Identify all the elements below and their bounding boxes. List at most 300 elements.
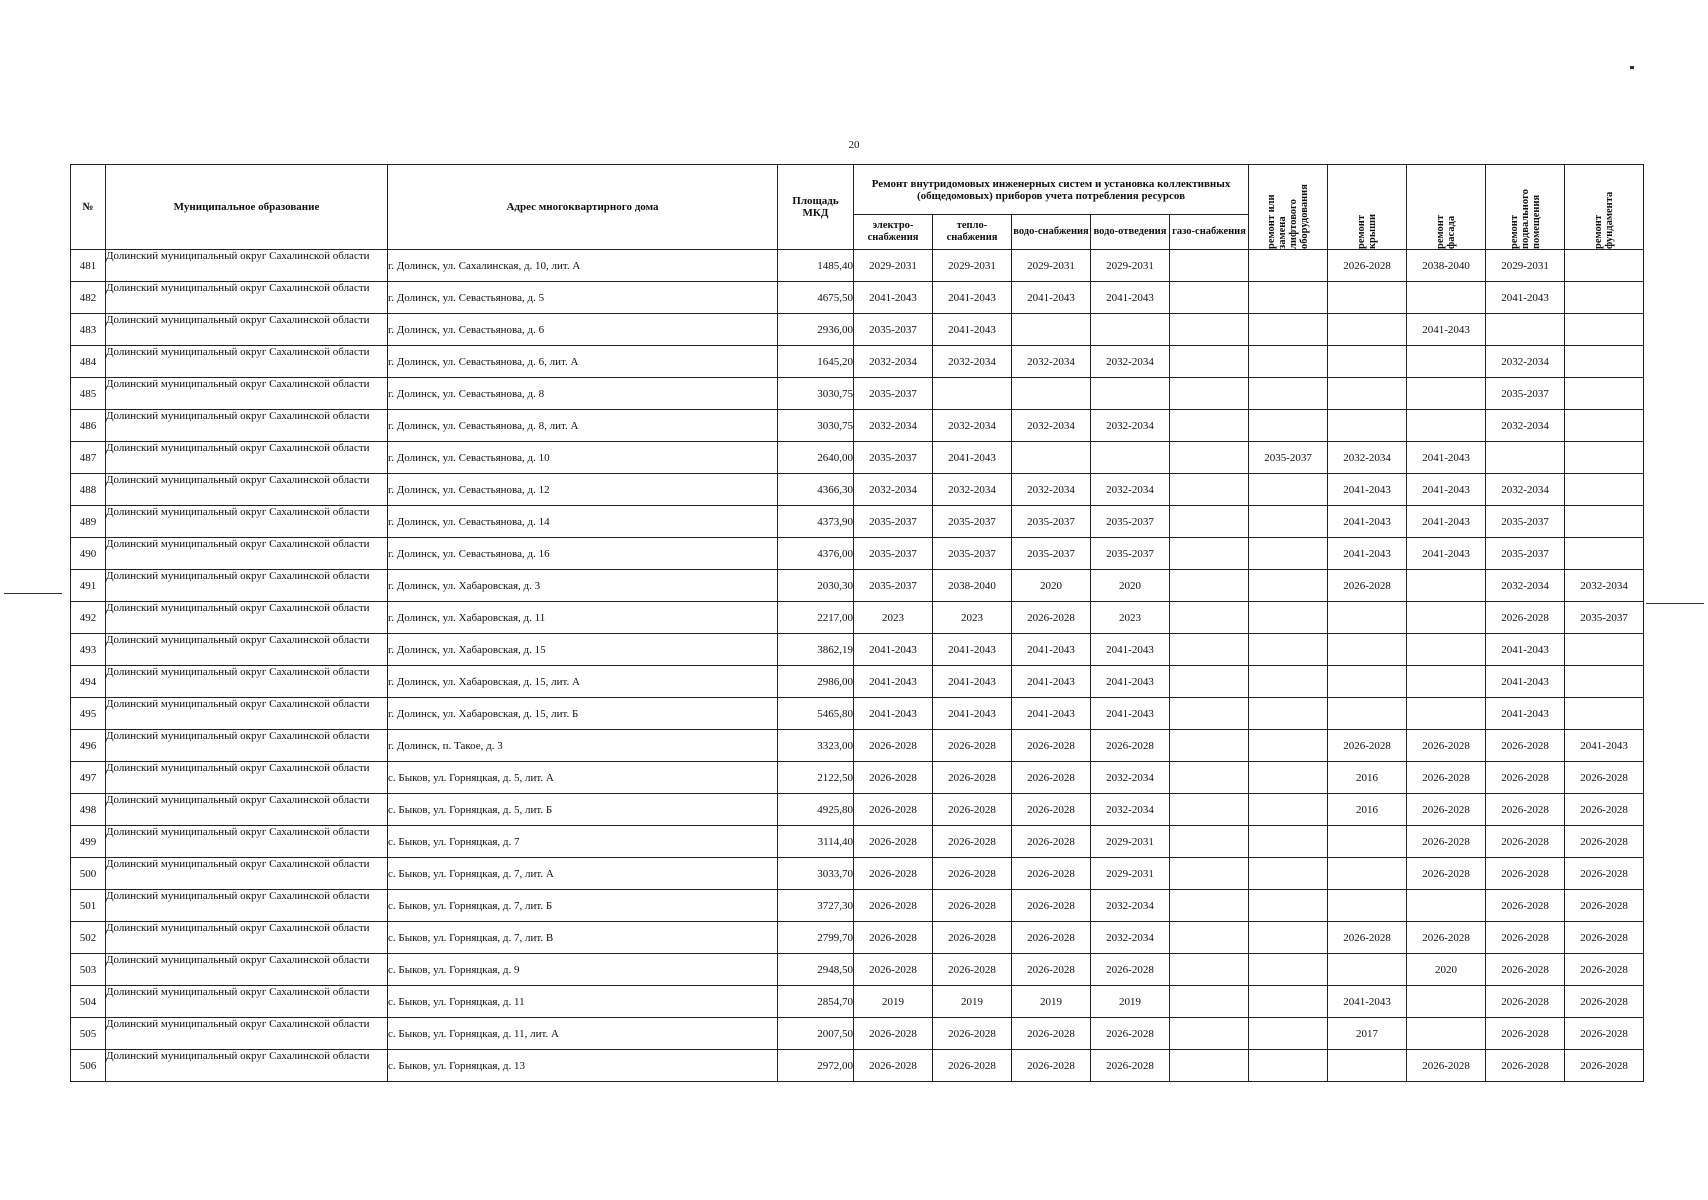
basement-cell: 2026-2028 — [1486, 1018, 1565, 1050]
municipality-cell: Долинский муниципальный округ Сахалинской области — [106, 986, 388, 1018]
row-number: 499 — [71, 826, 106, 858]
lift-cell — [1249, 474, 1328, 506]
basement-cell: 2026-2028 — [1486, 922, 1565, 954]
electro-cell: 2026-2028 — [854, 794, 933, 826]
basement-cell: 2032-2034 — [1486, 474, 1565, 506]
electro-cell: 2026-2028 — [854, 1018, 933, 1050]
basement-cell: 2026-2028 — [1486, 730, 1565, 762]
teplo-cell: 2035-2037 — [933, 538, 1012, 570]
scan-mark — [4, 593, 62, 594]
teplo-cell: 2026-2028 — [933, 762, 1012, 794]
foundation-cell: 2026-2028 — [1565, 1050, 1644, 1082]
municipality-cell: Долинский муниципальный округ Сахалинской области — [106, 602, 388, 634]
facade-cell — [1407, 634, 1486, 666]
vodo-supply-cell: 2026-2028 — [1012, 922, 1091, 954]
address-cell: с. Быков, ул. Горняцкая, д. 7, лит. Б — [388, 890, 778, 922]
vodo-supply-cell: 2020 — [1012, 570, 1091, 602]
roof-cell: 2026-2028 — [1328, 570, 1407, 602]
gas-cell — [1170, 858, 1249, 890]
municipality-cell: Долинский муниципальный округ Сахалинской области — [106, 698, 388, 730]
table-row — [71, 474, 1644, 506]
municipality-cell: Долинский муниципальный округ Сахалинской области — [106, 954, 388, 986]
vodo-supply-cell: 2035-2037 — [1012, 506, 1091, 538]
lift-cell — [1249, 698, 1328, 730]
vodo-supply-cell: 2029-2031 — [1012, 250, 1091, 282]
area-cell: 2640,00 — [778, 442, 854, 474]
foundation-cell — [1565, 378, 1644, 410]
roof-cell — [1328, 282, 1407, 314]
gas-cell — [1170, 538, 1249, 570]
lift-cell — [1249, 538, 1328, 570]
address-cell: с. Быков, ул. Горняцкая, д. 11 — [388, 986, 778, 1018]
vodo-drain-cell: 2026-2028 — [1091, 1050, 1170, 1082]
lift-cell — [1249, 602, 1328, 634]
scan-mark — [1646, 603, 1704, 604]
address-cell: с. Быков, ул. Горняцкая, д. 7, лит. А — [388, 858, 778, 890]
table-row — [71, 570, 1644, 602]
vodo-drain-cell: 2023 — [1091, 602, 1170, 634]
foundation-cell — [1565, 250, 1644, 282]
electro-cell: 2035-2037 — [854, 314, 933, 346]
vodo-drain-cell: 2026-2028 — [1091, 954, 1170, 986]
municipality-cell: Долинский муниципальный округ Сахалинской области — [106, 826, 388, 858]
address-cell: г. Долинск, ул. Севастьянова, д. 10 — [388, 442, 778, 474]
vodo-drain-cell: 2041-2043 — [1091, 634, 1170, 666]
roof-cell: 2041-2043 — [1328, 538, 1407, 570]
vodo-drain-cell: 2026-2028 — [1091, 1018, 1170, 1050]
lift-cell — [1249, 1050, 1328, 1082]
foundation-cell: 2032-2034 — [1565, 570, 1644, 602]
area-cell: 4925,80 — [778, 794, 854, 826]
teplo-cell: 2026-2028 — [933, 730, 1012, 762]
facade-cell: 2038-2040 — [1407, 250, 1486, 282]
teplo-cell — [933, 378, 1012, 410]
row-number: 493 — [71, 634, 106, 666]
gas-cell — [1170, 602, 1249, 634]
address-cell: с. Быков, ул. Горняцкая, д. 9 — [388, 954, 778, 986]
vodo-supply-cell: 2026-2028 — [1012, 794, 1091, 826]
teplo-cell: 2026-2028 — [933, 1050, 1012, 1082]
electro-cell: 2035-2037 — [854, 442, 933, 474]
roof-cell — [1328, 666, 1407, 698]
electro-cell: 2035-2037 — [854, 570, 933, 602]
address-cell: г. Долинск, ул. Хабаровская, д. 15, лит. А — [388, 666, 778, 698]
header-teplo: тепло-снабжения — [933, 215, 1012, 250]
area-cell: 4373,90 — [778, 506, 854, 538]
table-row — [71, 442, 1644, 474]
lift-cell — [1249, 634, 1328, 666]
electro-cell: 2026-2028 — [854, 922, 933, 954]
vodo-supply-cell: 2035-2037 — [1012, 538, 1091, 570]
address-cell: г. Долинск, ул. Севастьянова, д. 16 — [388, 538, 778, 570]
facade-cell: 2026-2028 — [1407, 826, 1486, 858]
gas-cell — [1170, 474, 1249, 506]
table-row — [71, 1050, 1644, 1082]
row-number: 484 — [71, 346, 106, 378]
vodo-supply-cell: 2041-2043 — [1012, 282, 1091, 314]
area-cell: 2007,50 — [778, 1018, 854, 1050]
facade-cell — [1407, 282, 1486, 314]
header-roof-label: ремонт крыши — [1356, 213, 1379, 249]
gas-cell — [1170, 890, 1249, 922]
vodo-supply-cell: 2026-2028 — [1012, 954, 1091, 986]
table-row — [71, 538, 1644, 570]
header-roof — [1328, 165, 1407, 250]
roof-cell: 2041-2043 — [1328, 986, 1407, 1018]
area-cell: 2217,00 — [778, 602, 854, 634]
teplo-cell: 2026-2028 — [933, 794, 1012, 826]
row-number: 501 — [71, 890, 106, 922]
page-number: 20 — [848, 139, 860, 151]
row-number: 504 — [71, 986, 106, 1018]
electro-cell: 2041-2043 — [854, 634, 933, 666]
roof-cell: 2016 — [1328, 794, 1407, 826]
foundation-cell — [1565, 506, 1644, 538]
address-cell: с. Быков, ул. Горняцкая, д. 5, лит. Б — [388, 794, 778, 826]
roof-cell — [1328, 1050, 1407, 1082]
teplo-cell: 2029-2031 — [933, 250, 1012, 282]
foundation-cell — [1565, 282, 1644, 314]
foundation-cell: 2026-2028 — [1565, 922, 1644, 954]
teplo-cell: 2026-2028 — [933, 922, 1012, 954]
vodo-drain-cell: 2041-2043 — [1091, 698, 1170, 730]
lift-cell — [1249, 890, 1328, 922]
teplo-cell: 2041-2043 — [933, 282, 1012, 314]
teplo-cell: 2041-2043 — [933, 666, 1012, 698]
row-number: 489 — [71, 506, 106, 538]
foundation-cell: 2026-2028 — [1565, 890, 1644, 922]
teplo-cell: 2026-2028 — [933, 858, 1012, 890]
basement-cell: 2026-2028 — [1486, 602, 1565, 634]
lift-cell — [1249, 794, 1328, 826]
header-municipality: Муниципальное образование — [106, 165, 388, 250]
area-cell: 3030,75 — [778, 378, 854, 410]
table-row — [71, 410, 1644, 442]
basement-cell: 2026-2028 — [1486, 858, 1565, 890]
municipality-cell: Долинский муниципальный округ Сахалинской области — [106, 474, 388, 506]
roof-cell — [1328, 890, 1407, 922]
address-cell: г. Долинск, ул. Хабаровская, д. 11 — [388, 602, 778, 634]
municipality-cell: Долинский муниципальный округ Сахалинской области — [106, 506, 388, 538]
table-row — [71, 250, 1644, 282]
lift-cell — [1249, 762, 1328, 794]
foundation-cell: 2035-2037 — [1565, 602, 1644, 634]
header-lift — [1249, 165, 1328, 250]
municipality-cell: Долинский муниципальный округ Сахалинской области — [106, 762, 388, 794]
teplo-cell: 2041-2043 — [933, 314, 1012, 346]
electro-cell: 2032-2034 — [854, 474, 933, 506]
gas-cell — [1170, 314, 1249, 346]
teplo-cell: 2026-2028 — [933, 1018, 1012, 1050]
vodo-drain-cell: 2032-2034 — [1091, 346, 1170, 378]
lift-cell — [1249, 570, 1328, 602]
facade-cell: 2026-2028 — [1407, 730, 1486, 762]
municipality-cell: Долинский муниципальный округ Сахалинской области — [106, 730, 388, 762]
row-number: 496 — [71, 730, 106, 762]
vodo-drain-cell: 2032-2034 — [1091, 922, 1170, 954]
facade-cell: 2041-2043 — [1407, 314, 1486, 346]
basement-cell: 2026-2028 — [1486, 826, 1565, 858]
header-facade-label: ремонт фасада — [1435, 215, 1458, 249]
electro-cell: 2035-2037 — [854, 538, 933, 570]
area-cell: 3727,30 — [778, 890, 854, 922]
roof-cell: 2016 — [1328, 762, 1407, 794]
roof-cell: 2026-2028 — [1328, 730, 1407, 762]
gas-cell — [1170, 346, 1249, 378]
vodo-drain-cell: 2032-2034 — [1091, 890, 1170, 922]
basement-cell: 2026-2028 — [1486, 762, 1565, 794]
electro-cell: 2023 — [854, 602, 933, 634]
teplo-cell: 2019 — [933, 986, 1012, 1018]
roof-cell — [1328, 314, 1407, 346]
header-address: Адрес многоквартирного дома — [388, 165, 778, 250]
electro-cell: 2026-2028 — [854, 954, 933, 986]
area-cell: 2936,00 — [778, 314, 854, 346]
municipality-cell: Долинский муниципальный округ Сахалинской области — [106, 570, 388, 602]
teplo-cell: 2035-2037 — [933, 506, 1012, 538]
facade-cell — [1407, 986, 1486, 1018]
vodo-supply-cell: 2019 — [1012, 986, 1091, 1018]
table-row — [71, 666, 1644, 698]
basement-cell: 2032-2034 — [1486, 346, 1565, 378]
gas-cell — [1170, 954, 1249, 986]
table-row — [71, 858, 1644, 890]
municipality-cell: Долинский муниципальный округ Сахалинской области — [106, 922, 388, 954]
municipality-cell: Долинский муниципальный округ Сахалинской области — [106, 634, 388, 666]
header-basement — [1486, 165, 1565, 250]
vodo-supply-cell: 2041-2043 — [1012, 634, 1091, 666]
row-number: 506 — [71, 1050, 106, 1082]
gas-cell — [1170, 1018, 1249, 1050]
lift-cell — [1249, 250, 1328, 282]
basement-cell: 2032-2034 — [1486, 570, 1565, 602]
address-cell: г. Долинск, ул. Хабаровская, д. 15, лит. Б — [388, 698, 778, 730]
roof-cell: 2017 — [1328, 1018, 1407, 1050]
foundation-cell — [1565, 666, 1644, 698]
facade-cell: 2026-2028 — [1407, 858, 1486, 890]
electro-cell: 2032-2034 — [854, 346, 933, 378]
foundation-cell: 2026-2028 — [1565, 954, 1644, 986]
table-row — [71, 954, 1644, 986]
foundation-cell: 2026-2028 — [1565, 826, 1644, 858]
vodo-supply-cell: 2026-2028 — [1012, 602, 1091, 634]
area-cell: 3033,70 — [778, 858, 854, 890]
teplo-cell: 2026-2028 — [933, 890, 1012, 922]
vodo-supply-cell — [1012, 442, 1091, 474]
roof-cell — [1328, 346, 1407, 378]
electro-cell: 2026-2028 — [854, 730, 933, 762]
gas-cell — [1170, 410, 1249, 442]
teplo-cell: 2023 — [933, 602, 1012, 634]
gas-cell — [1170, 282, 1249, 314]
row-number: 491 — [71, 570, 106, 602]
table-row — [71, 378, 1644, 410]
lift-cell — [1249, 506, 1328, 538]
vodo-supply-cell: 2041-2043 — [1012, 698, 1091, 730]
lift-cell — [1249, 282, 1328, 314]
lift-cell — [1249, 378, 1328, 410]
area-cell: 2799,70 — [778, 922, 854, 954]
header-foundation — [1565, 165, 1644, 250]
gas-cell — [1170, 730, 1249, 762]
teplo-cell: 2041-2043 — [933, 698, 1012, 730]
vodo-supply-cell: 2041-2043 — [1012, 666, 1091, 698]
table-row — [71, 506, 1644, 538]
area-cell: 2122,50 — [778, 762, 854, 794]
basement-cell: 2035-2037 — [1486, 506, 1565, 538]
header-basement-label: ремонт подвального помещения — [1508, 189, 1542, 249]
address-cell: г. Долинск, ул. Севастьянова, д. 8 — [388, 378, 778, 410]
basement-cell: 2026-2028 — [1486, 954, 1565, 986]
facade-cell — [1407, 602, 1486, 634]
vodo-supply-cell — [1012, 314, 1091, 346]
vodo-drain-cell: 2020 — [1091, 570, 1170, 602]
roof-cell: 2041-2043 — [1328, 474, 1407, 506]
municipality-cell: Долинский муниципальный округ Сахалинской области — [106, 314, 388, 346]
vodo-drain-cell: 2035-2037 — [1091, 538, 1170, 570]
vodo-supply-cell: 2026-2028 — [1012, 762, 1091, 794]
vodo-supply-cell: 2026-2028 — [1012, 890, 1091, 922]
address-cell: г. Долинск, ул. Севастьянова, д. 6, лит. А — [388, 346, 778, 378]
table-row — [71, 346, 1644, 378]
foundation-cell: 2026-2028 — [1565, 1018, 1644, 1050]
vodo-supply-cell: 2026-2028 — [1012, 730, 1091, 762]
facade-cell: 2026-2028 — [1407, 794, 1486, 826]
row-number: 497 — [71, 762, 106, 794]
foundation-cell: 2041-2043 — [1565, 730, 1644, 762]
teplo-cell: 2026-2028 — [933, 954, 1012, 986]
header-vodo-drain: водо-отведения — [1091, 215, 1170, 250]
basement-cell: 2026-2028 — [1486, 1050, 1565, 1082]
electro-cell: 2041-2043 — [854, 698, 933, 730]
area-cell: 3862,19 — [778, 634, 854, 666]
teplo-cell: 2032-2034 — [933, 410, 1012, 442]
area-cell: 3030,75 — [778, 410, 854, 442]
gas-cell — [1170, 762, 1249, 794]
row-number: 503 — [71, 954, 106, 986]
vodo-supply-cell: 2026-2028 — [1012, 858, 1091, 890]
table-row — [71, 602, 1644, 634]
roof-cell: 2032-2034 — [1328, 442, 1407, 474]
vodo-supply-cell: 2026-2028 — [1012, 1018, 1091, 1050]
gas-cell — [1170, 826, 1249, 858]
roof-cell — [1328, 858, 1407, 890]
row-number: 490 — [71, 538, 106, 570]
electro-cell: 2032-2034 — [854, 410, 933, 442]
basement-cell — [1486, 314, 1565, 346]
roof-cell — [1328, 698, 1407, 730]
area-cell: 3323,00 — [778, 730, 854, 762]
foundation-cell: 2026-2028 — [1565, 858, 1644, 890]
basement-cell: 2026-2028 — [1486, 986, 1565, 1018]
address-cell: г. Долинск, ул. Сахалинская, д. 10, лит. А — [388, 250, 778, 282]
address-cell: с. Быков, ул. Горняцкая, д. 7 — [388, 826, 778, 858]
facade-cell — [1407, 1018, 1486, 1050]
table-row — [71, 282, 1644, 314]
vodo-drain-cell: 2029-2031 — [1091, 858, 1170, 890]
municipality-cell: Долинский муниципальный округ Сахалинской области — [106, 346, 388, 378]
row-number: 482 — [71, 282, 106, 314]
area-cell: 3114,40 — [778, 826, 854, 858]
vodo-drain-cell: 2029-2031 — [1091, 250, 1170, 282]
foundation-cell — [1565, 538, 1644, 570]
header-electro: электро-снабжения — [854, 215, 933, 250]
vodo-drain-cell: 2032-2034 — [1091, 762, 1170, 794]
vodo-drain-cell: 2041-2043 — [1091, 282, 1170, 314]
basement-cell: 2041-2043 — [1486, 698, 1565, 730]
electro-cell: 2029-2031 — [854, 250, 933, 282]
facade-cell — [1407, 378, 1486, 410]
facade-cell: 2026-2028 — [1407, 762, 1486, 794]
gas-cell — [1170, 570, 1249, 602]
municipality-cell: Долинский муниципальный округ Сахалинской области — [106, 378, 388, 410]
municipality-cell: Долинский муниципальный округ Сахалинской области — [106, 1018, 388, 1050]
row-number: 486 — [71, 410, 106, 442]
gas-cell — [1170, 794, 1249, 826]
facade-cell: 2026-2028 — [1407, 922, 1486, 954]
gas-cell — [1170, 442, 1249, 474]
electro-cell: 2026-2028 — [854, 762, 933, 794]
electro-cell: 2019 — [854, 986, 933, 1018]
address-cell: г. Долинск, ул. Хабаровская, д. 15 — [388, 634, 778, 666]
vodo-drain-cell — [1091, 442, 1170, 474]
lift-cell — [1249, 314, 1328, 346]
municipality-cell: Долинский муниципальный округ Сахалинской области — [106, 282, 388, 314]
foundation-cell — [1565, 474, 1644, 506]
table-row — [71, 922, 1644, 954]
lift-cell — [1249, 730, 1328, 762]
lift-cell — [1249, 986, 1328, 1018]
table-row — [71, 762, 1644, 794]
area-cell: 4366,30 — [778, 474, 854, 506]
header-engineering-group: Ремонт внутридомовых инженерных систем и установка коллективных (общедомовых) приборов учета потребления ресурсов — [854, 165, 1249, 215]
roof-cell: 2041-2043 — [1328, 506, 1407, 538]
address-cell: г. Долинск, ул. Севастьянова, д. 12 — [388, 474, 778, 506]
municipality-cell: Долинский муниципальный округ Сахалинской области — [106, 442, 388, 474]
lift-cell — [1249, 954, 1328, 986]
area-cell: 2030,30 — [778, 570, 854, 602]
address-cell: г. Долинск, ул. Севастьянова, д. 14 — [388, 506, 778, 538]
area-cell: 5465,80 — [778, 698, 854, 730]
area-cell: 2948,50 — [778, 954, 854, 986]
area-cell: 4376,00 — [778, 538, 854, 570]
row-number: 498 — [71, 794, 106, 826]
municipality-cell: Долинский муниципальный округ Сахалинской области — [106, 1050, 388, 1082]
facade-cell — [1407, 666, 1486, 698]
address-cell: г. Долинск, ул. Севастьянова, д. 8, лит. А — [388, 410, 778, 442]
teplo-cell: 2032-2034 — [933, 346, 1012, 378]
teplo-cell: 2038-2040 — [933, 570, 1012, 602]
gas-cell — [1170, 922, 1249, 954]
facade-cell — [1407, 698, 1486, 730]
roof-cell — [1328, 826, 1407, 858]
teplo-cell: 2041-2043 — [933, 442, 1012, 474]
vodo-supply-cell: 2032-2034 — [1012, 474, 1091, 506]
municipality-cell: Долинский муниципальный округ Сахалинской области — [106, 794, 388, 826]
lift-cell — [1249, 666, 1328, 698]
gas-cell — [1170, 1050, 1249, 1082]
basement-cell: 2032-2034 — [1486, 410, 1565, 442]
vodo-drain-cell: 2041-2043 — [1091, 666, 1170, 698]
address-cell: г. Долинск, ул. Севастьянова, д. 6 — [388, 314, 778, 346]
basement-cell: 2041-2043 — [1486, 282, 1565, 314]
gas-cell — [1170, 506, 1249, 538]
foundation-cell: 2026-2028 — [1565, 794, 1644, 826]
lift-cell — [1249, 1018, 1328, 1050]
address-cell: с. Быков, ул. Горняцкая, д. 5, лит. А — [388, 762, 778, 794]
header-num: № — [71, 165, 106, 250]
row-number: 485 — [71, 378, 106, 410]
